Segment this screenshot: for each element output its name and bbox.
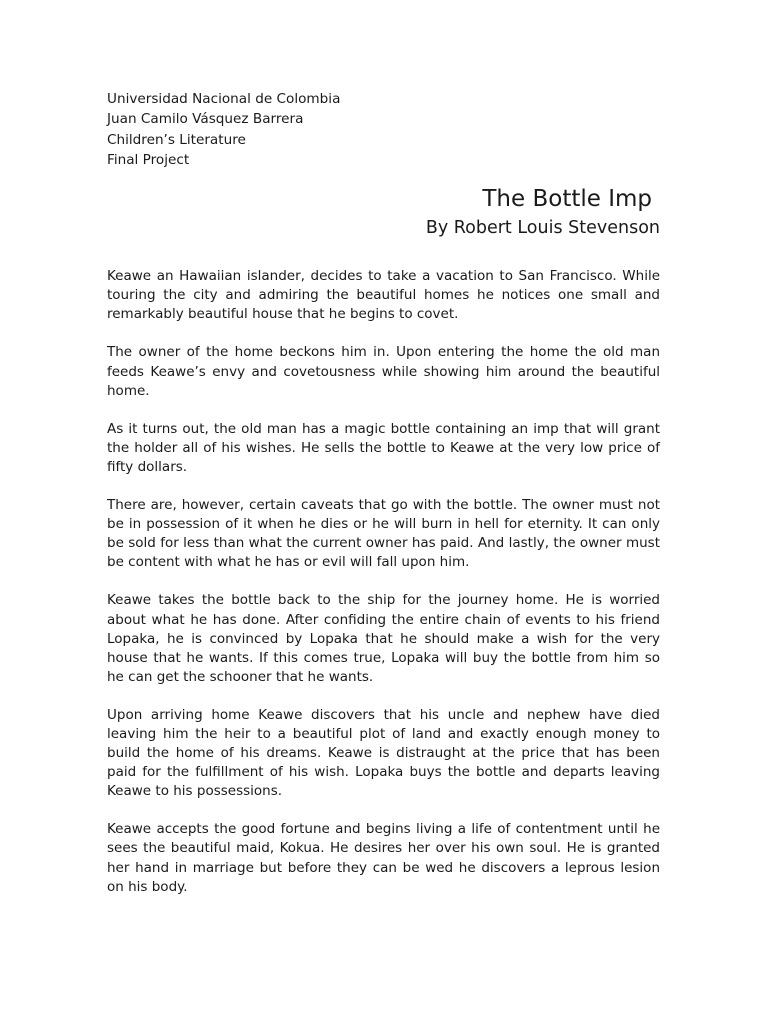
document-byline: By Robert Louis Stevenson — [425, 218, 660, 239]
university-name: Universidad Nacional de Colombia — [107, 91, 341, 107]
paragraph: The owner of the home beckons him in. Upon entering the home the old man feeds Keawe’s envy and covetousness while showing him around the beautiful home. — [107, 344, 660, 399]
assignment-name: Final Project — [107, 151, 190, 168]
paragraph: There are, however, certain caveats that go with the bottle. The owner must not be in possession of it when he dies or he will burn in hell for eternity. It can only be sold for less than what the current owner has paid. And lastly, the owner must be content with what he has or evil will fall upon him. — [107, 497, 660, 571]
paragraph: Upon arriving home Keawe discovers that his uncle and nephew have died leaving him the heir to a beautiful plot of land and exactly enough money to build the home of his dreams. Keawe is distraught at the price that has been paid for the fulfillment of his wish. Lopaka buys the bottle and departs leaving Keawe to his possessions. — [107, 706, 660, 800]
paragraph: Keawe accepts the good fortune and begins living a life of contentment until he sees the beautiful maid, Kokua. He desires her over his own soul. He is granted her hand in marriage but before they can be wed he discovers a leprous lesion on his body. — [107, 821, 660, 895]
paragraph: Keawe takes the bottle back to the ship for the journey home. He is worried about what he has done. After confiding the entire chain of events to his friend Lopaka, he is convinced by Lopaka that he should make a wish for the very house that he wants. If this comes true, Lopaka will buy the bottle from him so he can get the schooner that he wants. — [107, 592, 660, 685]
document-page — [107, 89, 660, 916]
course-name: Children’s Literature — [107, 131, 246, 148]
document-body — [107, 267, 660, 897]
document-title: The Bottle Imp — [482, 186, 652, 213]
student-name: Juan Camilo Vásquez Barrera — [107, 111, 304, 128]
paragraph: As it turns out, the old man has a magic bottle containing an imp that will grant the holder all of his wishes. He sells the bottle to Keawe at the very low price of fifty dollars. — [107, 420, 660, 475]
document-header — [107, 89, 660, 170]
paragraph: Keawe an Hawaiian islander, decides to take a vacation to San Francisco. While touring the city and admiring the beautiful homes he notices one small and remarkably beautiful house that he begins to covet. — [107, 268, 660, 323]
